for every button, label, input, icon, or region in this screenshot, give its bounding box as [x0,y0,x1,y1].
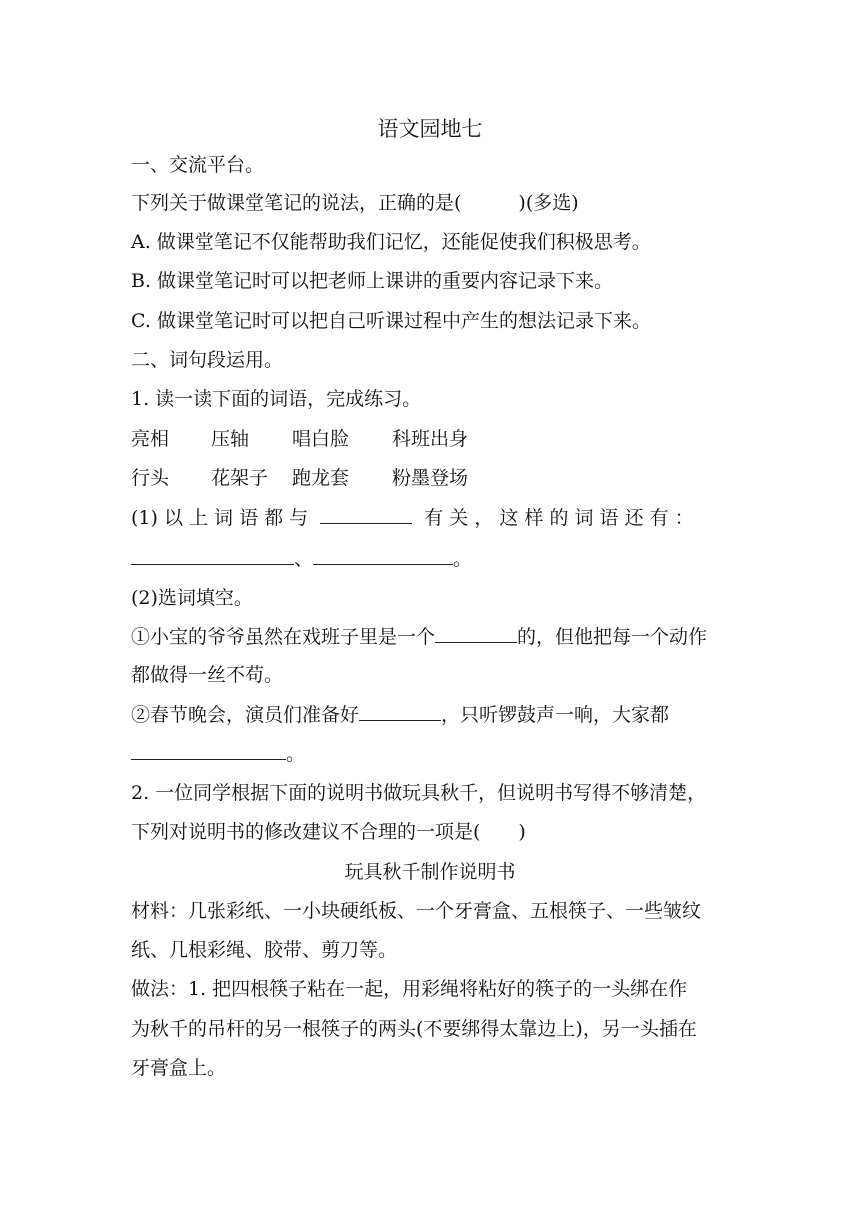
answer-blank[interactable] [131,546,294,565]
page-title: 语文园地七 [377,117,483,141]
q1-part1-line2 [131,546,729,572]
manual-title: 玩具秋千制作说明书 [344,861,516,883]
option-c: C. 做课堂笔记时可以把自己听课过程中产生的想法记录下来。 [131,310,651,332]
word-item: 粉墨登场 [392,467,469,489]
word-item: 亮相 [131,428,170,450]
sentence2-line2 [131,741,729,767]
materials-line1: 材料：几张彩纸、一小块硬纸板、一个牙膏盒、五根筷子、一些皱纹 [131,900,702,922]
answer-blank[interactable] [313,546,453,565]
q1-part1-text-b: 有 关 ， 这 样 的 词 语 还 有 ： [424,507,694,529]
sentence2-text-a: ②春节晚会，演员们准备好 [131,704,360,726]
word-item: 唱白脸 [292,428,350,450]
q1-part1-text-a: (1) 以 上 词 语 都 与 [131,507,309,529]
word-item: 花架子 [211,467,269,489]
separator-mark: 、 [294,548,314,570]
method-line1: 做法：1. 把四根筷子粘在一起，用彩绳将粘好的筷子的一头绑在作 [131,978,688,1000]
word-item: 科班出身 [392,428,469,450]
q1-prompt: 1. 读一读下面的词语，完成练习。 [131,388,422,410]
option-b: B. 做课堂笔记时可以把老师上课讲的重要内容记录下来。 [131,270,614,292]
method-line3: 牙膏盒上。 [131,1057,227,1079]
section2-heading: 二、词句段运用。 [131,349,284,371]
q2-line2: 下列对说明书的修改建议不合理的一项是( ) [131,821,526,843]
q1-part1-line1 [131,505,729,531]
word-item: 跑龙套 [292,467,350,489]
answer-blank[interactable] [359,702,441,721]
end-mark: 。 [286,743,306,765]
sentence1-text-a: ①小宝的爷爷虽然在戏班子里是一个 [131,626,436,648]
answer-blank[interactable] [320,505,412,524]
word-item: 行头 [131,467,170,489]
materials-line2: 纸、几根彩绳、胶带、剪刀等。 [131,939,398,961]
answer-blank[interactable] [435,624,517,643]
word-item: 压轴 [211,428,250,450]
section1-heading: 一、交流平台。 [131,154,265,176]
sentence2-line1 [131,702,729,728]
sentence1-text-b: 的，但他把每一个动作 [517,626,708,648]
sentence2-text-b: ，只听锣鼓声一响，大家都 [441,704,670,726]
q1-part2-heading: (2)选词填空。 [131,587,253,609]
method-line2: 为秋千的吊杆的另一根筷子的两头(不要绑得太靠边上)，另一头插在 [131,1018,697,1040]
section1-question: 下列关于做课堂笔记的说法，正确的是( )(多选) [131,192,579,214]
sentence1-line1 [131,624,729,650]
q2-line1: 2. 一位同学根据下面的说明书做玩具秋千，但说明书写得不够清楚， [131,782,707,804]
option-a: A. 做课堂笔记不仅能帮助我们记忆，还能促使我们积极思考。 [131,231,651,253]
answer-blank[interactable] [131,741,286,760]
end-mark: 。 [453,548,473,570]
sentence1-line2: 都做得一丝不苟。 [131,664,284,686]
